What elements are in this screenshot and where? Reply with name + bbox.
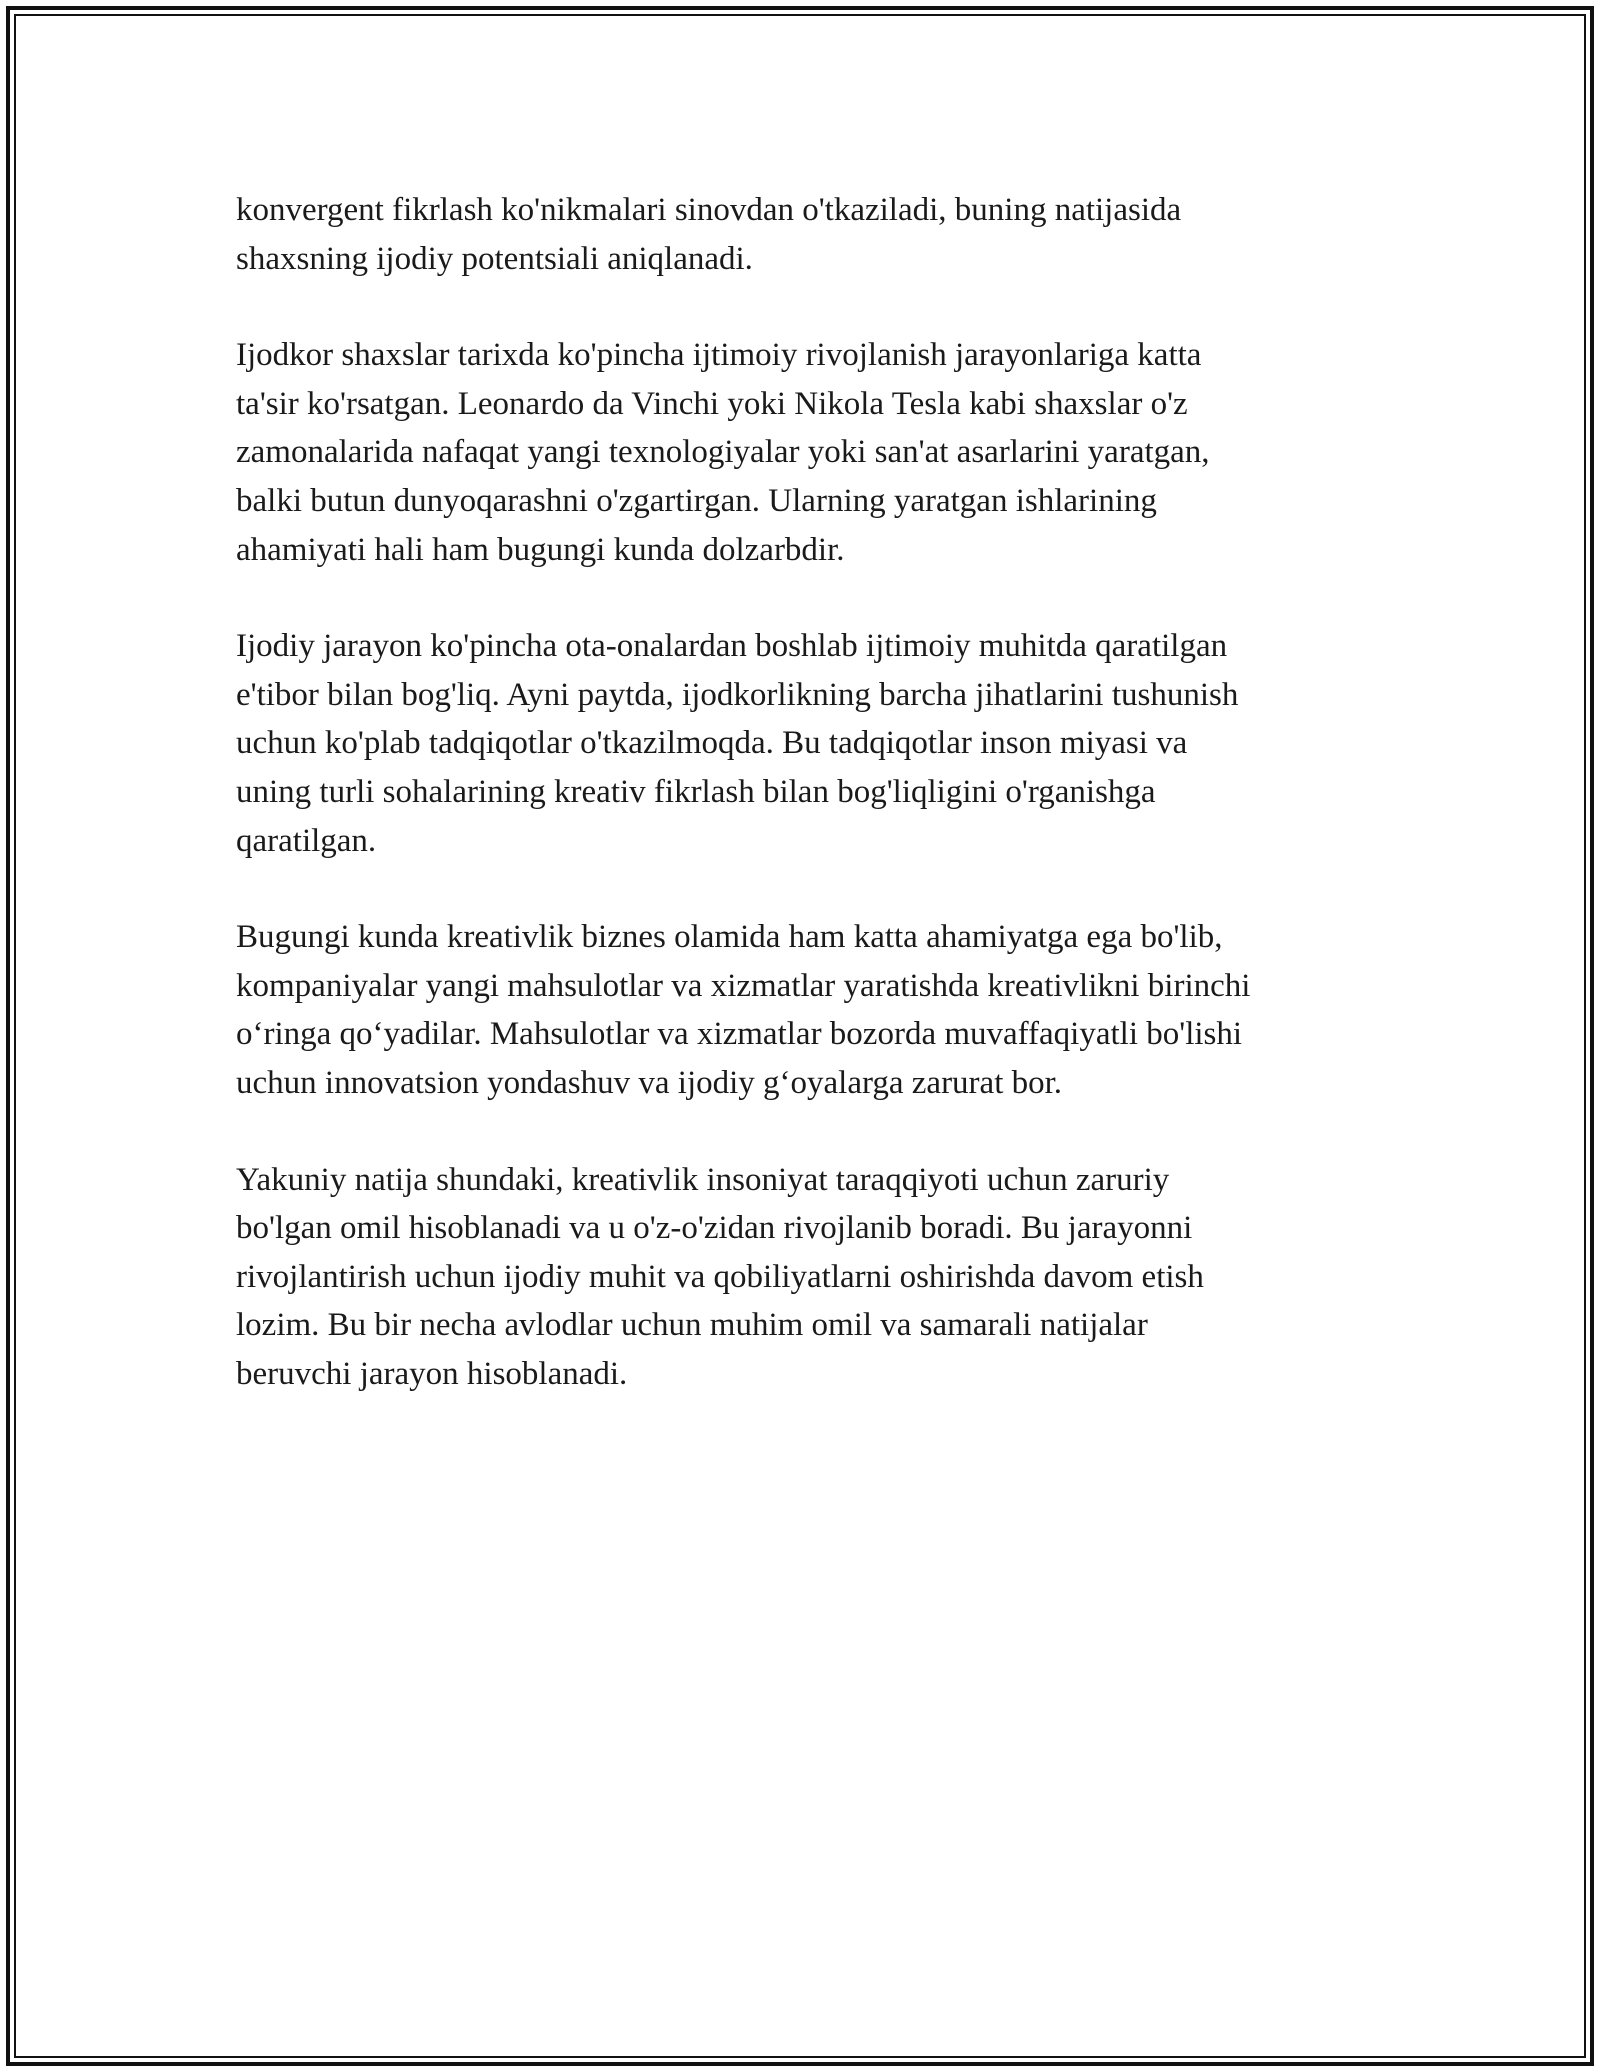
paragraph-2	[236, 331, 1386, 574]
paragraph-1	[236, 186, 1386, 283]
text-line: kompaniyalar yangi mahsulotlar va xizmatlar yaratishda kreativlikni birinchi	[236, 967, 1251, 1004]
text-line: rivojlantirish uchun ijodiy muhit va qobiliyatlarni oshirishda davom etish	[236, 1258, 1204, 1295]
text-line: ahamiyati hali ham bugungi kunda dolzarbdir.	[236, 531, 845, 568]
text-line: Ijodiy jarayon ko'pincha ota-onalardan boshlab ijtimoiy muhitda qaratilgan	[236, 628, 1228, 665]
text-line: Bugungi kunda kreativlik biznes olamida ham katta ahamiyatga ega bo'lib,	[236, 919, 1223, 956]
text-line: Ijodkor shaxslar tarixda ko'pincha ijtimoiy rivojlanish jarayonlariga katta	[236, 337, 1202, 374]
text-line: uning turli sohalarining kreativ fikrlash bilan bog'liqligini o'rganishga	[236, 773, 1156, 810]
text-line: zamonalarida nafaqat yangi texnologiyalar yoki san'at asarlarini yaratgan,	[236, 434, 1210, 471]
text-line: e'tibor bilan bog'liq. Ayni paytda, ijodkorlikning barcha jihatlarini tushunish	[236, 676, 1239, 713]
text-line: Yakuniy natija shundaki, kreativlik insoniyat taraqqiyoti uchun zaruriy	[236, 1161, 1170, 1198]
text-line: konvergent fikrlash ko'nikmalari sinovdan o'tkaziladi, buning natijasida	[236, 192, 1182, 228]
text-line: qaratilgan.	[236, 822, 377, 859]
document-body	[236, 186, 1386, 1446]
text-line: balki butun dunyoqarashni o'zgartirgan. Ularning yaratgan ishlarining	[236, 482, 1157, 519]
paragraph-3	[236, 622, 1386, 865]
text-line: ta'sir ko'rsatgan. Leonardo da Vinchi yoki Nikola Tesla kabi shaxslar o'z	[236, 385, 1188, 422]
text-line: lozim. Bu bir necha avlodlar uchun muhim omil va samarali natijalar	[236, 1307, 1148, 1344]
paragraph-5	[236, 1156, 1386, 1399]
text-line: shaxsning ijodiy potentsiali aniqlanadi.	[236, 240, 753, 277]
text-line: uchun innovatsion yondashuv va ijodiy g‘oyalarga zarurat bor.	[236, 1064, 1063, 1101]
text-line: o‘ringa qo‘yadilar. Mahsulotlar va xizmatlar bozorda muvaffaqiyatli bo'lishi	[236, 1016, 1243, 1053]
paragraph-4	[236, 913, 1386, 1107]
text-line: bo'lgan omil hisoblanadi va u o'z-o'zidan rivojlanib boradi. Bu jarayonni	[236, 1210, 1193, 1247]
text-line: uchun ko'plab tadqiqotlar o'tkazilmoqda. Bu tadqiqotlar inson miyasi va	[236, 725, 1188, 762]
text-line: beruvchi jarayon hisoblanadi.	[236, 1355, 628, 1392]
